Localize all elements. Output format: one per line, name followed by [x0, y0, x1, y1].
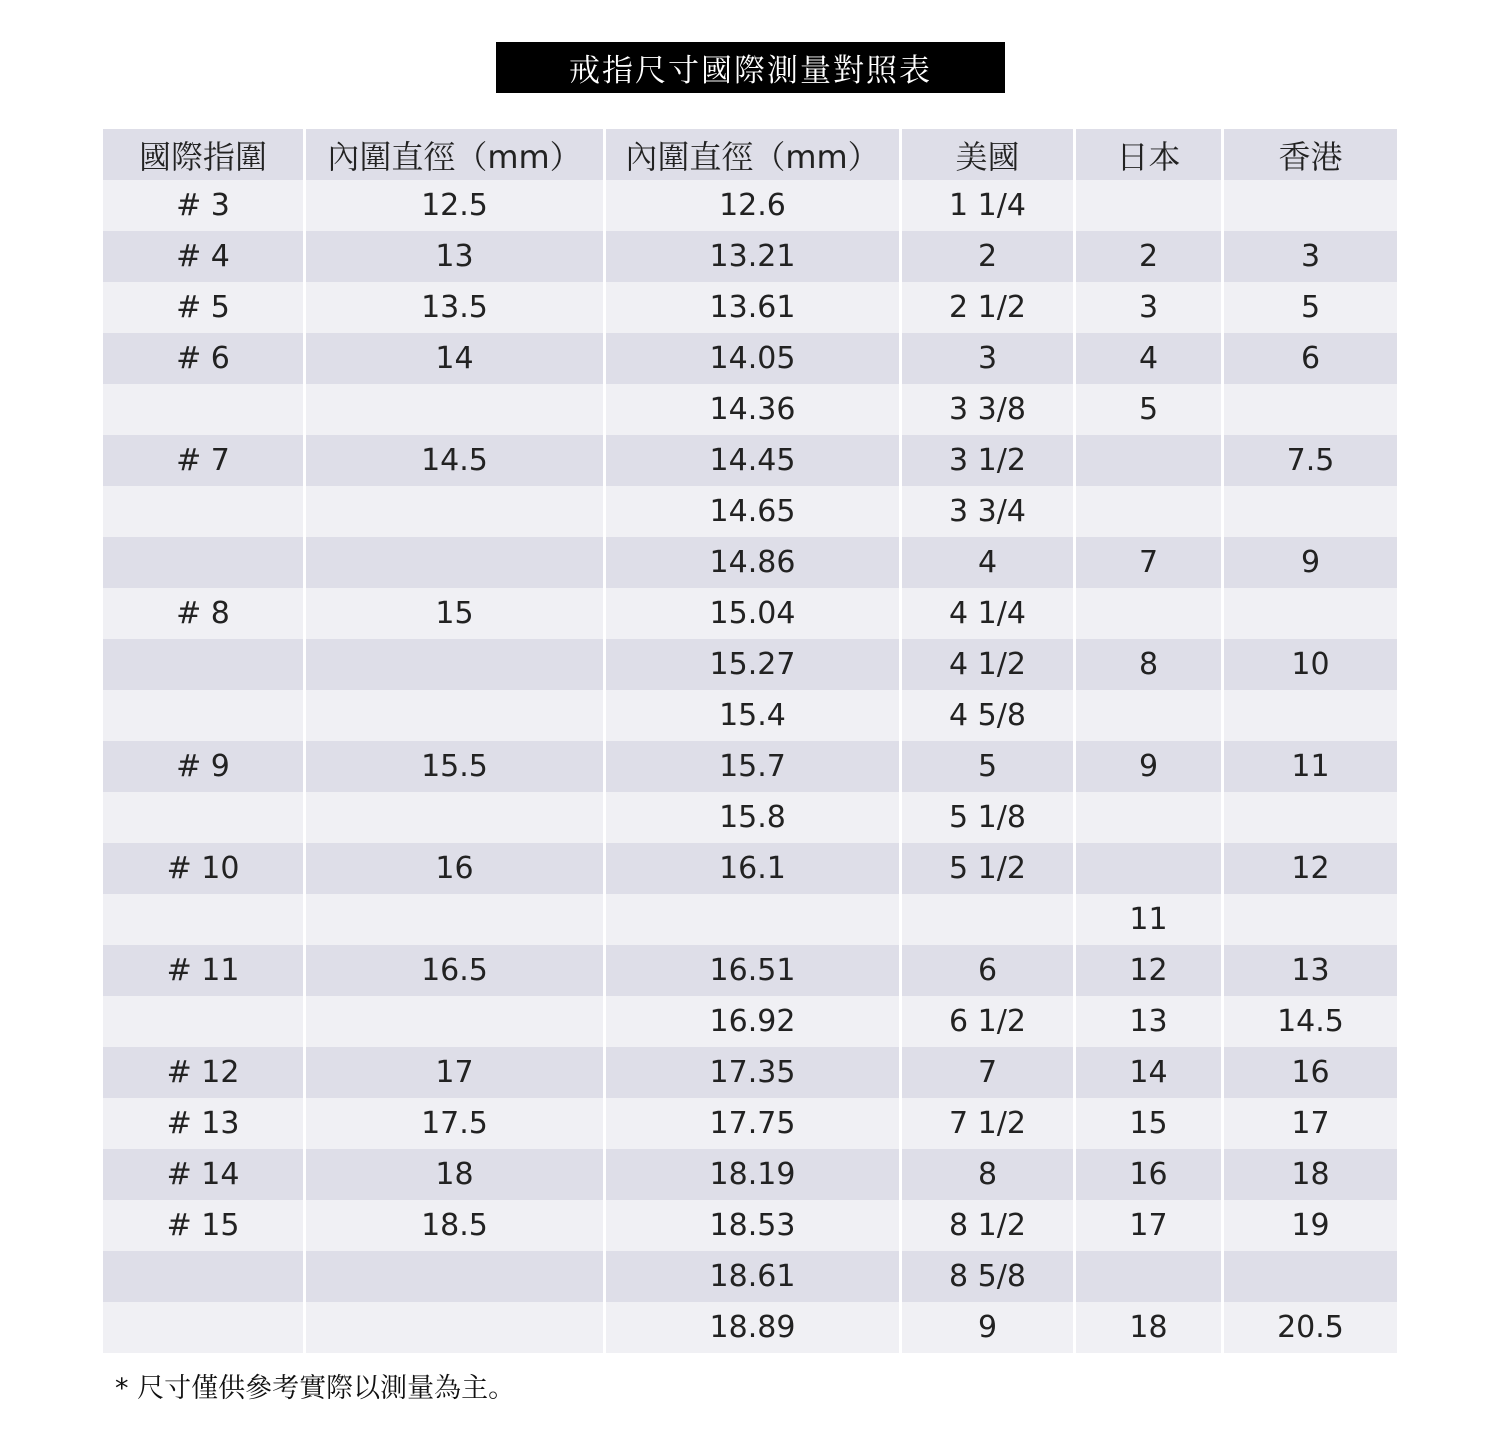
cell-inner-diameter-2: 18.61: [606, 1251, 902, 1302]
cell-international-size: # 14: [103, 1149, 306, 1200]
cell-inner-diameter: [306, 384, 606, 435]
cell-inner-diameter: [306, 1251, 606, 1302]
cell-us: 6: [902, 945, 1076, 996]
cell-inner-diameter: 16: [306, 843, 606, 894]
cell-inner-diameter: [306, 894, 606, 945]
cell-us: 5 1/2: [902, 843, 1076, 894]
header-hong-kong: 香港: [1224, 129, 1397, 180]
table-header-row: [103, 129, 1397, 180]
cell-hong-kong: 13: [1224, 945, 1397, 996]
cell-international-size: [103, 639, 306, 690]
cell-japan: 16: [1076, 1149, 1224, 1200]
cell-us: 3 3/4: [902, 486, 1076, 537]
cell-us: 8 1/2: [902, 1200, 1076, 1251]
cell-inner-diameter-2: 13.21: [606, 231, 902, 282]
cell-us: 4 5/8: [902, 690, 1076, 741]
cell-hong-kong: 9: [1224, 537, 1397, 588]
cell-hong-kong: [1224, 792, 1397, 843]
cell-international-size: [103, 690, 306, 741]
header-inner-diameter-2: 內圍直徑（mm）: [606, 129, 902, 180]
cell-international-size: # 13: [103, 1098, 306, 1149]
cell-international-size: # 11: [103, 945, 306, 996]
table-row: [103, 843, 1397, 894]
cell-japan: [1076, 435, 1224, 486]
cell-inner-diameter-2: 14.36: [606, 384, 902, 435]
cell-inner-diameter-2: 15.7: [606, 741, 902, 792]
cell-us: [902, 894, 1076, 945]
cell-international-size: [103, 1302, 306, 1353]
cell-international-size: # 10: [103, 843, 306, 894]
cell-inner-diameter: 18.5: [306, 1200, 606, 1251]
cell-inner-diameter: 13: [306, 231, 606, 282]
cell-hong-kong: [1224, 690, 1397, 741]
cell-inner-diameter-2: 13.61: [606, 282, 902, 333]
cell-inner-diameter-2: 14.65: [606, 486, 902, 537]
table-row: [103, 945, 1397, 996]
cell-us: 8: [902, 1149, 1076, 1200]
cell-international-size: [103, 486, 306, 537]
table-row: [103, 537, 1397, 588]
table-row: [103, 1149, 1397, 1200]
cell-international-size: [103, 537, 306, 588]
cell-inner-diameter-2: 18.19: [606, 1149, 902, 1200]
cell-japan: [1076, 180, 1224, 231]
cell-international-size: [103, 894, 306, 945]
cell-inner-diameter: [306, 996, 606, 1047]
cell-international-size: [103, 996, 306, 1047]
table-row: [103, 384, 1397, 435]
cell-international-size: # 6: [103, 333, 306, 384]
cell-international-size: # 8: [103, 588, 306, 639]
table-row: [103, 1251, 1397, 1302]
cell-inner-diameter-2: 17.75: [606, 1098, 902, 1149]
cell-inner-diameter-2: 12.6: [606, 180, 902, 231]
cell-inner-diameter-2: 16.92: [606, 996, 902, 1047]
cell-us: 9: [902, 1302, 1076, 1353]
cell-international-size: # 7: [103, 435, 306, 486]
cell-japan: [1076, 1251, 1224, 1302]
cell-inner-diameter: 17: [306, 1047, 606, 1098]
cell-us: 2: [902, 231, 1076, 282]
cell-inner-diameter-2: 15.4: [606, 690, 902, 741]
table-row: [103, 486, 1397, 537]
cell-inner-diameter: 15.5: [306, 741, 606, 792]
cell-japan: [1076, 843, 1224, 894]
cell-hong-kong: 5: [1224, 282, 1397, 333]
cell-inner-diameter: 12.5: [306, 180, 606, 231]
cell-inner-diameter: [306, 537, 606, 588]
cell-hong-kong: [1224, 894, 1397, 945]
table-row: [103, 690, 1397, 741]
page-title: 戒指尺寸國際測量對照表: [496, 42, 1005, 93]
header-japan: 日本: [1076, 129, 1224, 180]
cell-us: 5 1/8: [902, 792, 1076, 843]
cell-japan: [1076, 588, 1224, 639]
cell-japan: 11: [1076, 894, 1224, 945]
cell-us: 7: [902, 1047, 1076, 1098]
cell-hong-kong: [1224, 588, 1397, 639]
cell-us: 1 1/4: [902, 180, 1076, 231]
cell-japan: 17: [1076, 1200, 1224, 1251]
cell-hong-kong: [1224, 1251, 1397, 1302]
cell-inner-diameter: [306, 1302, 606, 1353]
cell-hong-kong: 6: [1224, 333, 1397, 384]
cell-us: 3 1/2: [902, 435, 1076, 486]
cell-hong-kong: 19: [1224, 1200, 1397, 1251]
cell-us: 7 1/2: [902, 1098, 1076, 1149]
cell-inner-diameter-2: 15.8: [606, 792, 902, 843]
cell-japan: 5: [1076, 384, 1224, 435]
table-row: [103, 588, 1397, 639]
header-international-size: 國際指圍: [103, 129, 306, 180]
cell-hong-kong: 18: [1224, 1149, 1397, 1200]
cell-us: 3: [902, 333, 1076, 384]
cell-japan: [1076, 690, 1224, 741]
cell-us: 8 5/8: [902, 1251, 1076, 1302]
table-row: [103, 1200, 1397, 1251]
cell-hong-kong: 20.5: [1224, 1302, 1397, 1353]
cell-hong-kong: 12: [1224, 843, 1397, 894]
table-row: [103, 180, 1397, 231]
cell-international-size: [103, 1251, 306, 1302]
cell-inner-diameter: [306, 792, 606, 843]
cell-international-size: # 3: [103, 180, 306, 231]
cell-inner-diameter-2: [606, 894, 902, 945]
table-row: [103, 282, 1397, 333]
cell-japan: 18: [1076, 1302, 1224, 1353]
cell-inner-diameter: 18: [306, 1149, 606, 1200]
table-row: [103, 1098, 1397, 1149]
cell-us: 3 3/8: [902, 384, 1076, 435]
cell-japan: 7: [1076, 537, 1224, 588]
cell-inner-diameter-2: 15.27: [606, 639, 902, 690]
cell-japan: 15: [1076, 1098, 1224, 1149]
cell-inner-diameter-2: 18.89: [606, 1302, 902, 1353]
cell-international-size: [103, 384, 306, 435]
cell-international-size: # 12: [103, 1047, 306, 1098]
cell-inner-diameter: 15: [306, 588, 606, 639]
cell-international-size: # 15: [103, 1200, 306, 1251]
cell-hong-kong: 3: [1224, 231, 1397, 282]
cell-hong-kong: 16: [1224, 1047, 1397, 1098]
header-us: 美國: [902, 129, 1076, 180]
table-row: [103, 996, 1397, 1047]
table-row: [103, 1047, 1397, 1098]
table-row: [103, 639, 1397, 690]
cell-japan: 9: [1076, 741, 1224, 792]
cell-hong-kong: [1224, 384, 1397, 435]
cell-hong-kong: 14.5: [1224, 996, 1397, 1047]
cell-inner-diameter: 14: [306, 333, 606, 384]
cell-japan: 2: [1076, 231, 1224, 282]
cell-hong-kong: 7.5: [1224, 435, 1397, 486]
ring-size-table: [103, 129, 1397, 1353]
cell-inner-diameter: 17.5: [306, 1098, 606, 1149]
cell-japan: [1076, 486, 1224, 537]
cell-us: 4 1/2: [902, 639, 1076, 690]
cell-inner-diameter-2: 18.53: [606, 1200, 902, 1251]
cell-us: 5: [902, 741, 1076, 792]
cell-inner-diameter-2: 17.35: [606, 1047, 902, 1098]
cell-us: 2 1/2: [902, 282, 1076, 333]
cell-us: 6 1/2: [902, 996, 1076, 1047]
cell-japan: 14: [1076, 1047, 1224, 1098]
cell-japan: [1076, 792, 1224, 843]
cell-international-size: # 9: [103, 741, 306, 792]
cell-japan: 8: [1076, 639, 1224, 690]
cell-inner-diameter-2: 16.51: [606, 945, 902, 996]
table-row: [103, 435, 1397, 486]
cell-inner-diameter: 13.5: [306, 282, 606, 333]
cell-inner-diameter: 14.5: [306, 435, 606, 486]
cell-inner-diameter: [306, 486, 606, 537]
table-row: [103, 792, 1397, 843]
table-row: [103, 741, 1397, 792]
cell-japan: 13: [1076, 996, 1224, 1047]
cell-hong-kong: 11: [1224, 741, 1397, 792]
table-row: [103, 894, 1397, 945]
cell-hong-kong: [1224, 180, 1397, 231]
cell-inner-diameter-2: 14.05: [606, 333, 902, 384]
table-body: [103, 180, 1397, 1353]
cell-us: 4 1/4: [902, 588, 1076, 639]
cell-inner-diameter: [306, 639, 606, 690]
header-inner-diameter: 內圍直徑（mm）: [306, 129, 606, 180]
table-row: [103, 1302, 1397, 1353]
cell-international-size: [103, 792, 306, 843]
cell-hong-kong: 10: [1224, 639, 1397, 690]
cell-japan: 3: [1076, 282, 1224, 333]
table-row: [103, 333, 1397, 384]
cell-international-size: # 5: [103, 282, 306, 333]
cell-inner-diameter: [306, 690, 606, 741]
cell-inner-diameter-2: 16.1: [606, 843, 902, 894]
cell-us: 4: [902, 537, 1076, 588]
table-row: [103, 231, 1397, 282]
footnote: * 尺寸僅供參考實際以測量為主。: [115, 1373, 516, 1404]
cell-inner-diameter-2: 14.86: [606, 537, 902, 588]
cell-inner-diameter: 16.5: [306, 945, 606, 996]
cell-international-size: # 4: [103, 231, 306, 282]
cell-japan: 12: [1076, 945, 1224, 996]
cell-inner-diameter-2: 15.04: [606, 588, 902, 639]
cell-japan: 4: [1076, 333, 1224, 384]
cell-hong-kong: 17: [1224, 1098, 1397, 1149]
cell-inner-diameter-2: 14.45: [606, 435, 902, 486]
cell-hong-kong: [1224, 486, 1397, 537]
